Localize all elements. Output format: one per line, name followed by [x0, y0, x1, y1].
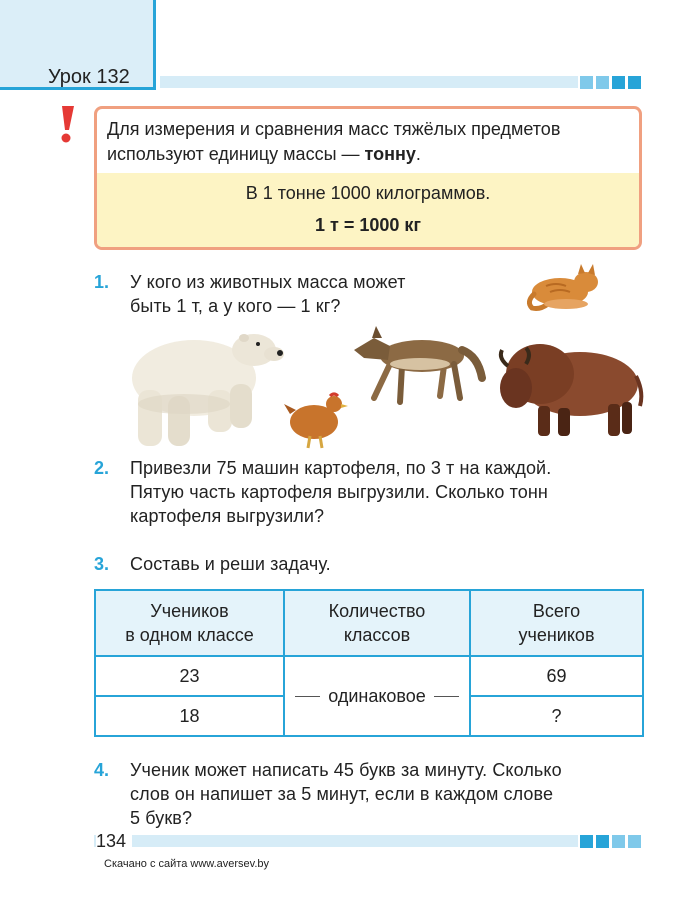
footer-square	[596, 835, 609, 848]
task-line: быть 1 т, а у кого — 1 кг?	[130, 296, 341, 316]
unknown-value-cell: ?	[470, 696, 643, 736]
table-header-cell	[284, 590, 470, 656]
rule-box	[94, 106, 642, 250]
exclamation-icon	[56, 104, 78, 144]
task-line: Пятую часть картофеля выгрузили. Сколько тонн	[130, 482, 548, 502]
table-header-cell	[470, 590, 643, 656]
page-number: 134	[96, 831, 132, 852]
task-line: картофеля выгрузили?	[130, 506, 325, 526]
wolf-illustration	[350, 326, 486, 406]
task-line: Составь и реши задачу.	[130, 554, 331, 574]
header-square	[580, 76, 593, 89]
header-square	[612, 76, 625, 89]
task-3-text	[130, 552, 331, 576]
table-header-cell	[95, 590, 284, 656]
rule-formula: 1 т = 1000 кг	[315, 215, 421, 235]
footer-square	[580, 835, 593, 848]
task-line: Ученик может написать 45 букв за минуту. Сколько	[130, 760, 562, 780]
footer-square	[628, 835, 641, 848]
header-line: Учеников	[150, 601, 229, 621]
rule-end: .	[415, 144, 421, 164]
header-square	[628, 76, 641, 89]
task-2-text	[130, 456, 551, 528]
footer-stripe	[94, 835, 578, 847]
header-line: Количество	[328, 601, 426, 621]
task-line: У кого из животных масса может	[130, 272, 406, 292]
footer-square	[612, 835, 625, 848]
table-row	[95, 656, 643, 696]
task-line: слов он напишет за 5 минут, если в каждом слове	[130, 784, 554, 804]
cat-illustration	[526, 262, 608, 312]
rule-text	[107, 117, 637, 167]
rule-bold-term: тонну	[364, 144, 416, 164]
header-stripe	[160, 76, 578, 88]
lesson-title: Урок 132	[48, 66, 130, 88]
task-table	[94, 589, 644, 737]
table-header-row	[95, 590, 643, 656]
header-square	[596, 76, 609, 89]
header-line: учеников	[518, 625, 595, 645]
task-4-text	[130, 758, 562, 830]
table-cell: 69	[470, 656, 643, 696]
merged-cell-label: одинаковое	[320, 686, 434, 706]
task-number: 4.	[94, 760, 110, 780]
header-line: в одном классе	[125, 625, 254, 645]
table-merged-cell	[284, 656, 470, 736]
hen-illustration	[284, 392, 348, 450]
bison-illustration	[496, 336, 644, 440]
source-note: Скачано с сайта www.aversev.by	[104, 858, 270, 870]
table-cell: 18	[95, 696, 284, 736]
header-line: классов	[343, 625, 411, 645]
task-1-text	[130, 270, 406, 318]
polar-bear-illustration	[124, 320, 284, 452]
rule-main-text: Для измерения и сравнения масс тяжёлых предметов используют единицу массы —	[107, 119, 561, 164]
task-number: 1.	[94, 272, 110, 292]
task-number: 3.	[94, 554, 110, 574]
task-number: 2.	[94, 458, 110, 478]
task-line: 5 букв?	[130, 808, 193, 828]
rule-fact: В 1 тонне 1000 килограммов.	[245, 183, 491, 203]
task-line: Привезли 75 машин картофеля, по 3 т на каждой.	[130, 458, 552, 478]
table-cell: 23	[95, 656, 284, 696]
header-line: Всего	[532, 601, 581, 621]
